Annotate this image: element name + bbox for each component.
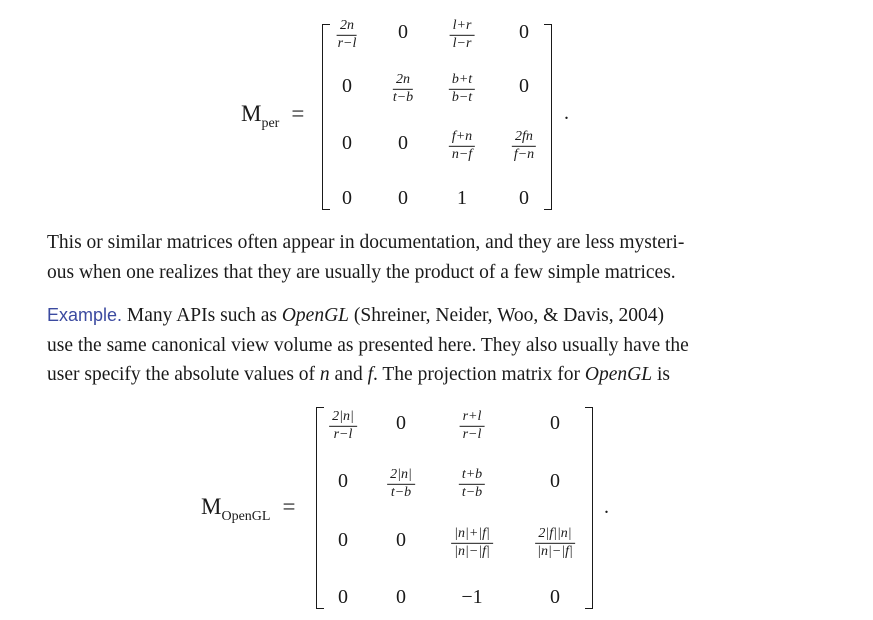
matrix-cell: −1 [461, 586, 483, 608]
numerator: 2|n| [329, 410, 357, 427]
numerator: 2n [393, 73, 413, 90]
denominator: n−f [451, 146, 473, 162]
matrix-cell [459, 462, 485, 500]
m-opengl-period: . [604, 496, 609, 518]
matrix-cell: 0 [519, 75, 529, 97]
italic-text: OpenGL [584, 364, 653, 385]
denominator: |n|−|f| [537, 543, 573, 559]
matrix-cell [460, 404, 485, 442]
denominator: t−b [390, 484, 412, 500]
text-segment: (Shreiner, Neider, Woo, & Davis, 2004) [349, 305, 664, 326]
matrix-cell: 0 [342, 75, 352, 97]
denominator: b−t [451, 89, 473, 105]
m-opengl-right-bracket [585, 407, 593, 609]
example-line-1-text [122, 305, 664, 326]
paragraph-1-line-1: This or similar matrices often appear in documentation, and they are less mysteri- [47, 232, 685, 253]
matrix-cell [390, 67, 416, 105]
matrix-cell [329, 404, 357, 442]
italic-text: OpenGL [281, 305, 350, 326]
m-per-equals: = [291, 101, 305, 126]
fraction [390, 73, 416, 105]
numerator: 2|n| [387, 468, 415, 485]
m-opengl-label [201, 494, 295, 525]
numerator: |n|+|f| [451, 527, 493, 544]
paragraph-1 [47, 228, 837, 287]
denominator: t−b [461, 484, 483, 500]
matrix-cell: 0 [342, 132, 352, 154]
fraction [329, 410, 357, 442]
numerator: l+r [450, 19, 475, 36]
example-line-3 [47, 360, 837, 390]
denominator: f−n [513, 146, 535, 162]
matrix-cell: 0 [398, 21, 408, 43]
matrix-cell: 0 [396, 586, 406, 608]
paragraph-1-line-2: ous when one realizes that they are usually the product of a few simple matrices. [47, 261, 676, 283]
fraction [450, 19, 475, 51]
example-label: Example. [47, 305, 123, 325]
example-paragraph [47, 301, 837, 390]
denominator: r−l [337, 35, 357, 51]
matrix-cell: 0 [550, 470, 560, 492]
fraction [511, 130, 537, 162]
numerator: 2n [337, 19, 357, 36]
numerator: f+n [449, 130, 475, 147]
m-per-main: M [241, 101, 262, 126]
matrix-cell: 0 [338, 470, 348, 492]
numerator: 2|f||n| [535, 527, 574, 544]
m-opengl-subscript: OpenGL [221, 509, 271, 524]
text-segment: use the same canonical view volume as presented here. They also usually have the [47, 334, 689, 356]
matrix-cell: 0 [550, 412, 560, 434]
m-per-right-bracket [544, 24, 552, 210]
example-line-2 [47, 331, 837, 361]
italic-text: n [319, 364, 330, 385]
matrix-cell: 0 [396, 529, 406, 551]
m-per-label [241, 101, 304, 132]
text-segment: user specify the absolute values of [47, 364, 320, 385]
fraction [534, 527, 576, 559]
matrix-cell: 0 [338, 529, 348, 551]
matrix-cell: 0 [519, 21, 529, 43]
matrix-cell: 0 [338, 586, 348, 608]
fraction [449, 73, 475, 105]
fraction [451, 527, 493, 559]
matrix-cell [534, 521, 576, 559]
text-segment: . The projection matrix for [373, 364, 585, 385]
denominator: |n|−|f| [454, 543, 490, 559]
fraction [449, 130, 475, 162]
text-segment: and [329, 364, 368, 385]
denominator: r−l [462, 426, 482, 442]
matrix-cell: 1 [457, 187, 467, 209]
denominator: l−r [452, 35, 472, 51]
numerator: b+t [449, 73, 475, 90]
fraction [335, 19, 360, 51]
matrix-cell [450, 13, 475, 51]
numerator: r+l [460, 410, 485, 427]
matrix-cell [449, 124, 475, 162]
matrix-cell: 0 [519, 187, 529, 209]
matrix-cell: 0 [550, 586, 560, 608]
denominator: r−l [333, 426, 353, 442]
matrix-cell [449, 67, 475, 105]
text-segment: Many APIs such as [122, 305, 282, 326]
m-per-left-bracket [322, 24, 330, 210]
m-opengl-equals: = [282, 494, 296, 519]
denominator: t−b [392, 89, 414, 105]
matrix-cell: 0 [398, 132, 408, 154]
text-segment: is [652, 364, 670, 385]
numerator: t+b [459, 468, 485, 485]
m-opengl-left-bracket [316, 407, 324, 609]
matrix-cell: 0 [396, 412, 406, 434]
fraction [387, 468, 415, 500]
fraction [460, 410, 485, 442]
fraction [459, 468, 485, 500]
matrix-cell: 0 [342, 187, 352, 209]
m-opengl-main: M [201, 494, 222, 519]
matrix-cell [335, 13, 360, 51]
numerator: 2fn [512, 130, 536, 147]
matrix-cell [387, 462, 415, 500]
example-line-1 [47, 301, 837, 331]
m-per-period: . [564, 102, 569, 124]
matrix-cell [451, 521, 493, 559]
italic-text: f [367, 364, 373, 385]
matrix-cell [511, 124, 537, 162]
m-per-subscript: per [261, 116, 280, 131]
matrix-cell: 0 [398, 187, 408, 209]
